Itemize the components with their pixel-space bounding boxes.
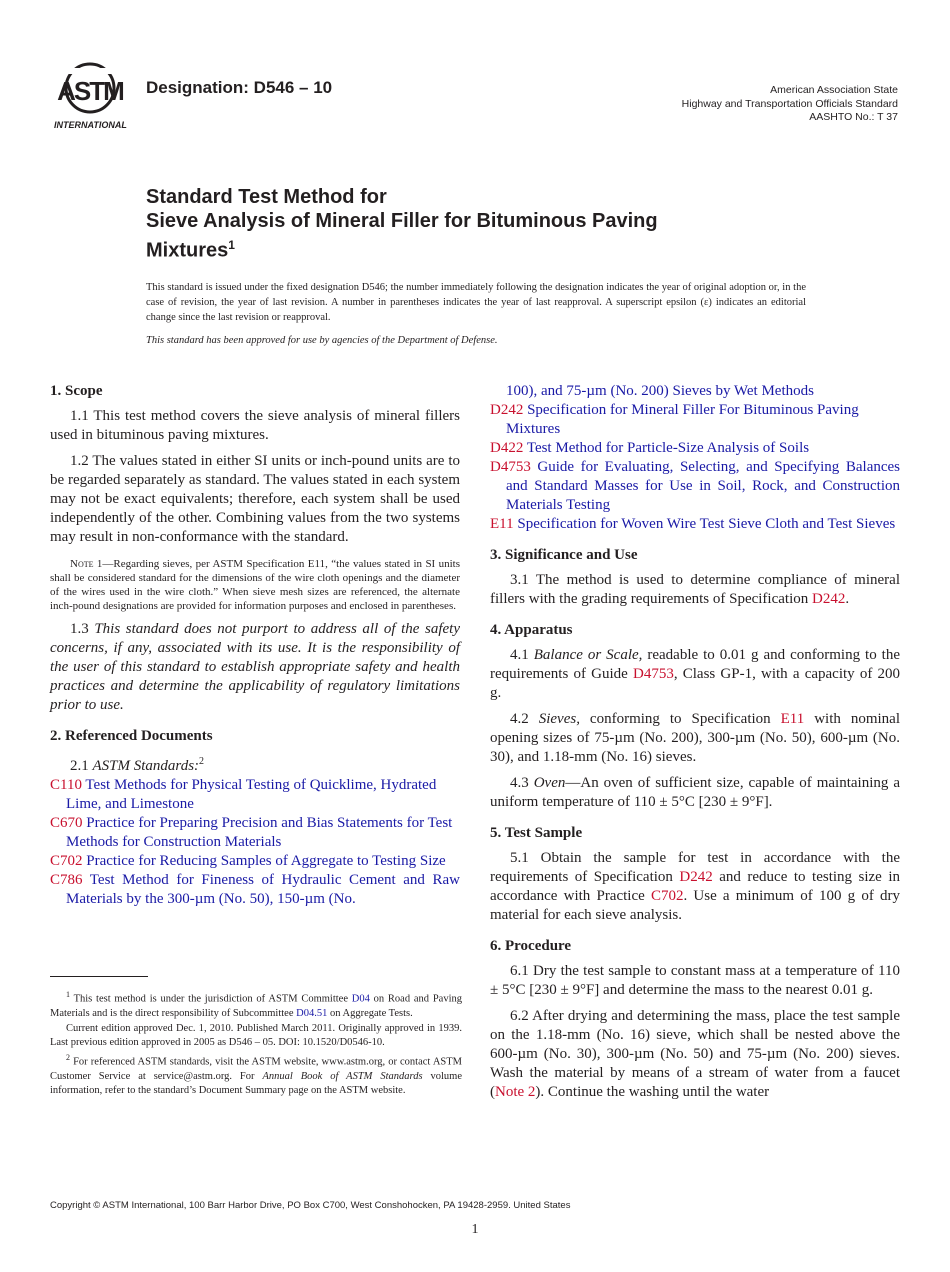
aashto-block [682,84,898,125]
aashto-line-3: AASHTO No.: T 37 [809,111,898,123]
ref-c110[interactable]: C110 Test Methods for Physical Testing of Quicklime, Hydrated Lime, and Limestone [50,777,437,812]
link-d242-2[interactable]: D242 [679,869,713,885]
astm-logo [50,60,136,132]
note-1: Note 1—Regarding sieves, per ASTM Specification E11, “the values stated in SI units shall be considered standard for the dimensions of the wire cloth openings and the diameter of the wires used in the wire cloth.” When sieve mesh sizes are referenced, the alternate inch-pound designations are provided for information purposes and enclosed in parentheses. [50,558,460,612]
right-column [490,382,900,1109]
svg-text:ASTM: ASTM [57,76,123,106]
link-c702[interactable]: C702 [650,888,684,904]
para-6-1: 6.1 Dry the test sample to constant mass at a temperature of 110 ± 5°C [230 ± 9°F] and determine the mass to the nearest 0.01 g. [490,963,900,998]
aashto-line-1: American Association State [770,84,898,96]
footnote-ref-2[interactable]: 2 [199,756,205,767]
link-d4753[interactable]: D4753 [632,666,674,682]
dod-statement: This standard has been approved for use by agencies of the Department of Defense. [146,335,498,346]
ref-e11[interactable]: E11 Specification for Woven Wire Test Sieve Cloth and Test Sieves [490,516,896,532]
title-footnote-ref[interactable]: 1 [228,238,235,252]
left-column [50,380,460,909]
footnotes [50,988,462,1099]
page-number: 1 [471,1222,479,1237]
ref-d242[interactable]: D242 Specification for Mineral Filler For Bituminous Paving Mixtures [490,402,859,437]
link-note-2[interactable]: Note 2 [495,1084,536,1100]
para-3-1: 3.1 The method is used to determine compliance of mineral fillers with the grading requirements of Specification D242. [490,572,900,607]
title-line-3: Mixtures$^1$ [146,238,235,262]
section-1-heading: 1. Scope [50,383,103,399]
copyright-line: Copyright © ASTM International, 100 Barr Harbor Drive, PO Box C700, West Conshohocken, PA 19428-2959. United States [50,1200,571,1211]
section-4-heading: 4. Apparatus [490,622,573,638]
para-4-2: 4.2 Sieves, conforming to Specification E11 with nominal opening sizes of 75-µm (No. 200), 300-µm (No. 50), 600-µm (No. 30), and 1.18-mm (No. 16) sieves. [490,711,900,765]
link-e11[interactable]: E11 [780,711,805,727]
ref-c786[interactable]: C786 Test Method for Fineness of Hydraulic Cement and Raw Materials by the 300-µm (No. 50), 150-µm (No. [50,872,460,907]
section-3-heading: 3. Significance and Use [490,547,638,563]
footnote-2: $^2$ For referenced ASTM standards, visit the ASTM website, www.astm.org, or contact ASTM Customer Service at service@astm.org. For Annual Book of ASTM Standards volume information, refer to the standard’s Document Summary page on the ASTM website. [50,1052,462,1096]
section-6-heading: 6. Procedure [490,938,572,954]
para-1-3: 1.3 This standard does not purport to address all of the safety concerns, if any, associated with its use. It is the responsibility of the user of this standard to establish appropriate safety and health practices and determine the applicability of regulatory limitations prior to use. [50,621,461,713]
title-line-1: Standard Test Method for [146,186,387,208]
intro-paragraph: This standard is issued under the fixed designation D546; the number immediately following the designation indicates the year of original adoption or, in the case of revision, the year of last revision. A number in parentheses indicates the year of last reapproval. A superscript epsilon (ε) indicates an editorial change since the last revision or reapproval. [146,282,806,323]
para-5-1: 5.1 Obtain the sample for test in accordance with the requirements of Specification D242 and reduce to testing size in accordance with Practice C702. Use a minimum of 100 g of dry material for each sieve analysis. [490,850,901,923]
section-2-heading: 2. Referenced Documents [50,728,213,744]
ref-d4753[interactable]: D4753 Guide for Evaluating, Selecting, and Specifying Balances and Standard Masses for Use in Soil, Rock, and Construction Materials Testing [490,459,900,513]
designation: Designation: D546 – 10 [146,78,333,97]
para-6-2: 6.2 After drying and determining the mass, place the test sample on the 1.18-mm (No. 16) sieve, which shall be nested above the 600-µm (No. 30), 300-µm (No. 50) and 75-µm (No. 200) sieves. Wash the material by means of a stream of water from a faucet (Note 2). Continue the washing until the water [490,1008,900,1100]
ref-c670[interactable]: C670 Practice for Preparing Precision and Bias Statements for Test Methods for Construction Materials [50,815,453,850]
ref-d422[interactable]: D422 Test Method for Particle-Size Analysis of Soils [490,440,810,456]
link-committee-d04[interactable]: D04 [351,993,370,1005]
footnote-rule [50,976,148,977]
logo-international-text: INTERNATIONAL [54,120,127,130]
para-1-2: 1.2 The values stated in either SI units or inch-pound units are to be regarded separately as standard. The values stated in each system may not be exact equivalents; therefore, each system shall be used independently of the other. Combining values from the two systems may result in non-conformance with the standard. [50,453,460,545]
link-d242[interactable]: D242 [812,591,846,607]
para-4-1: 4.1 Balance or Scale, readable to 0.01 g and conforming to the requirements of Guide D4753, Class GP-1, with a capacity of 200 g. [490,647,900,701]
link-subcommittee-d0451[interactable]: D04.51 [296,1008,328,1019]
footnote-1-edition: Current edition approved Dec. 1, 2010. Published March 2011. Originally approved in 1939. Last previous edition approved in 2005 as D546 – 05. DOI: 10.1520/D0546-10. [50,1022,462,1048]
section-5-heading: 5. Test Sample [490,825,583,841]
ref-c702[interactable]: C702 Practice for Reducing Samples of Aggregate to Testing Size [50,853,446,869]
footnote-1: $^1$ This test method is under the jurisdiction of ASTM Committee D04 on Road and Paving Materials and is the direct responsibility of Subcommittee D04.51 on Aggregate Tests. [50,990,462,1019]
ref-c786-continued[interactable]: 100), and 75-µm (No. 200) Sieves by Wet Methods [506,383,814,399]
aashto-line-2: Highway and Transportation Officials Standard [681,97,898,110]
title-line-2: Sieve Analysis of Mineral Filler for Bituminous Paving [146,210,658,232]
para-2-1: 2.1 ASTM Standards:$^2$ [70,756,205,774]
para-4-3: 4.3 Oven—An oven of sufficient size, capable of maintaining a uniform temperature of 110 ± 5°C [230 ± 9°F]. [490,775,900,810]
document-title [146,185,786,263]
para-1-1: 1.1 This test method covers the sieve analysis of mineral fillers used in bituminous paving mixtures. [50,408,460,443]
